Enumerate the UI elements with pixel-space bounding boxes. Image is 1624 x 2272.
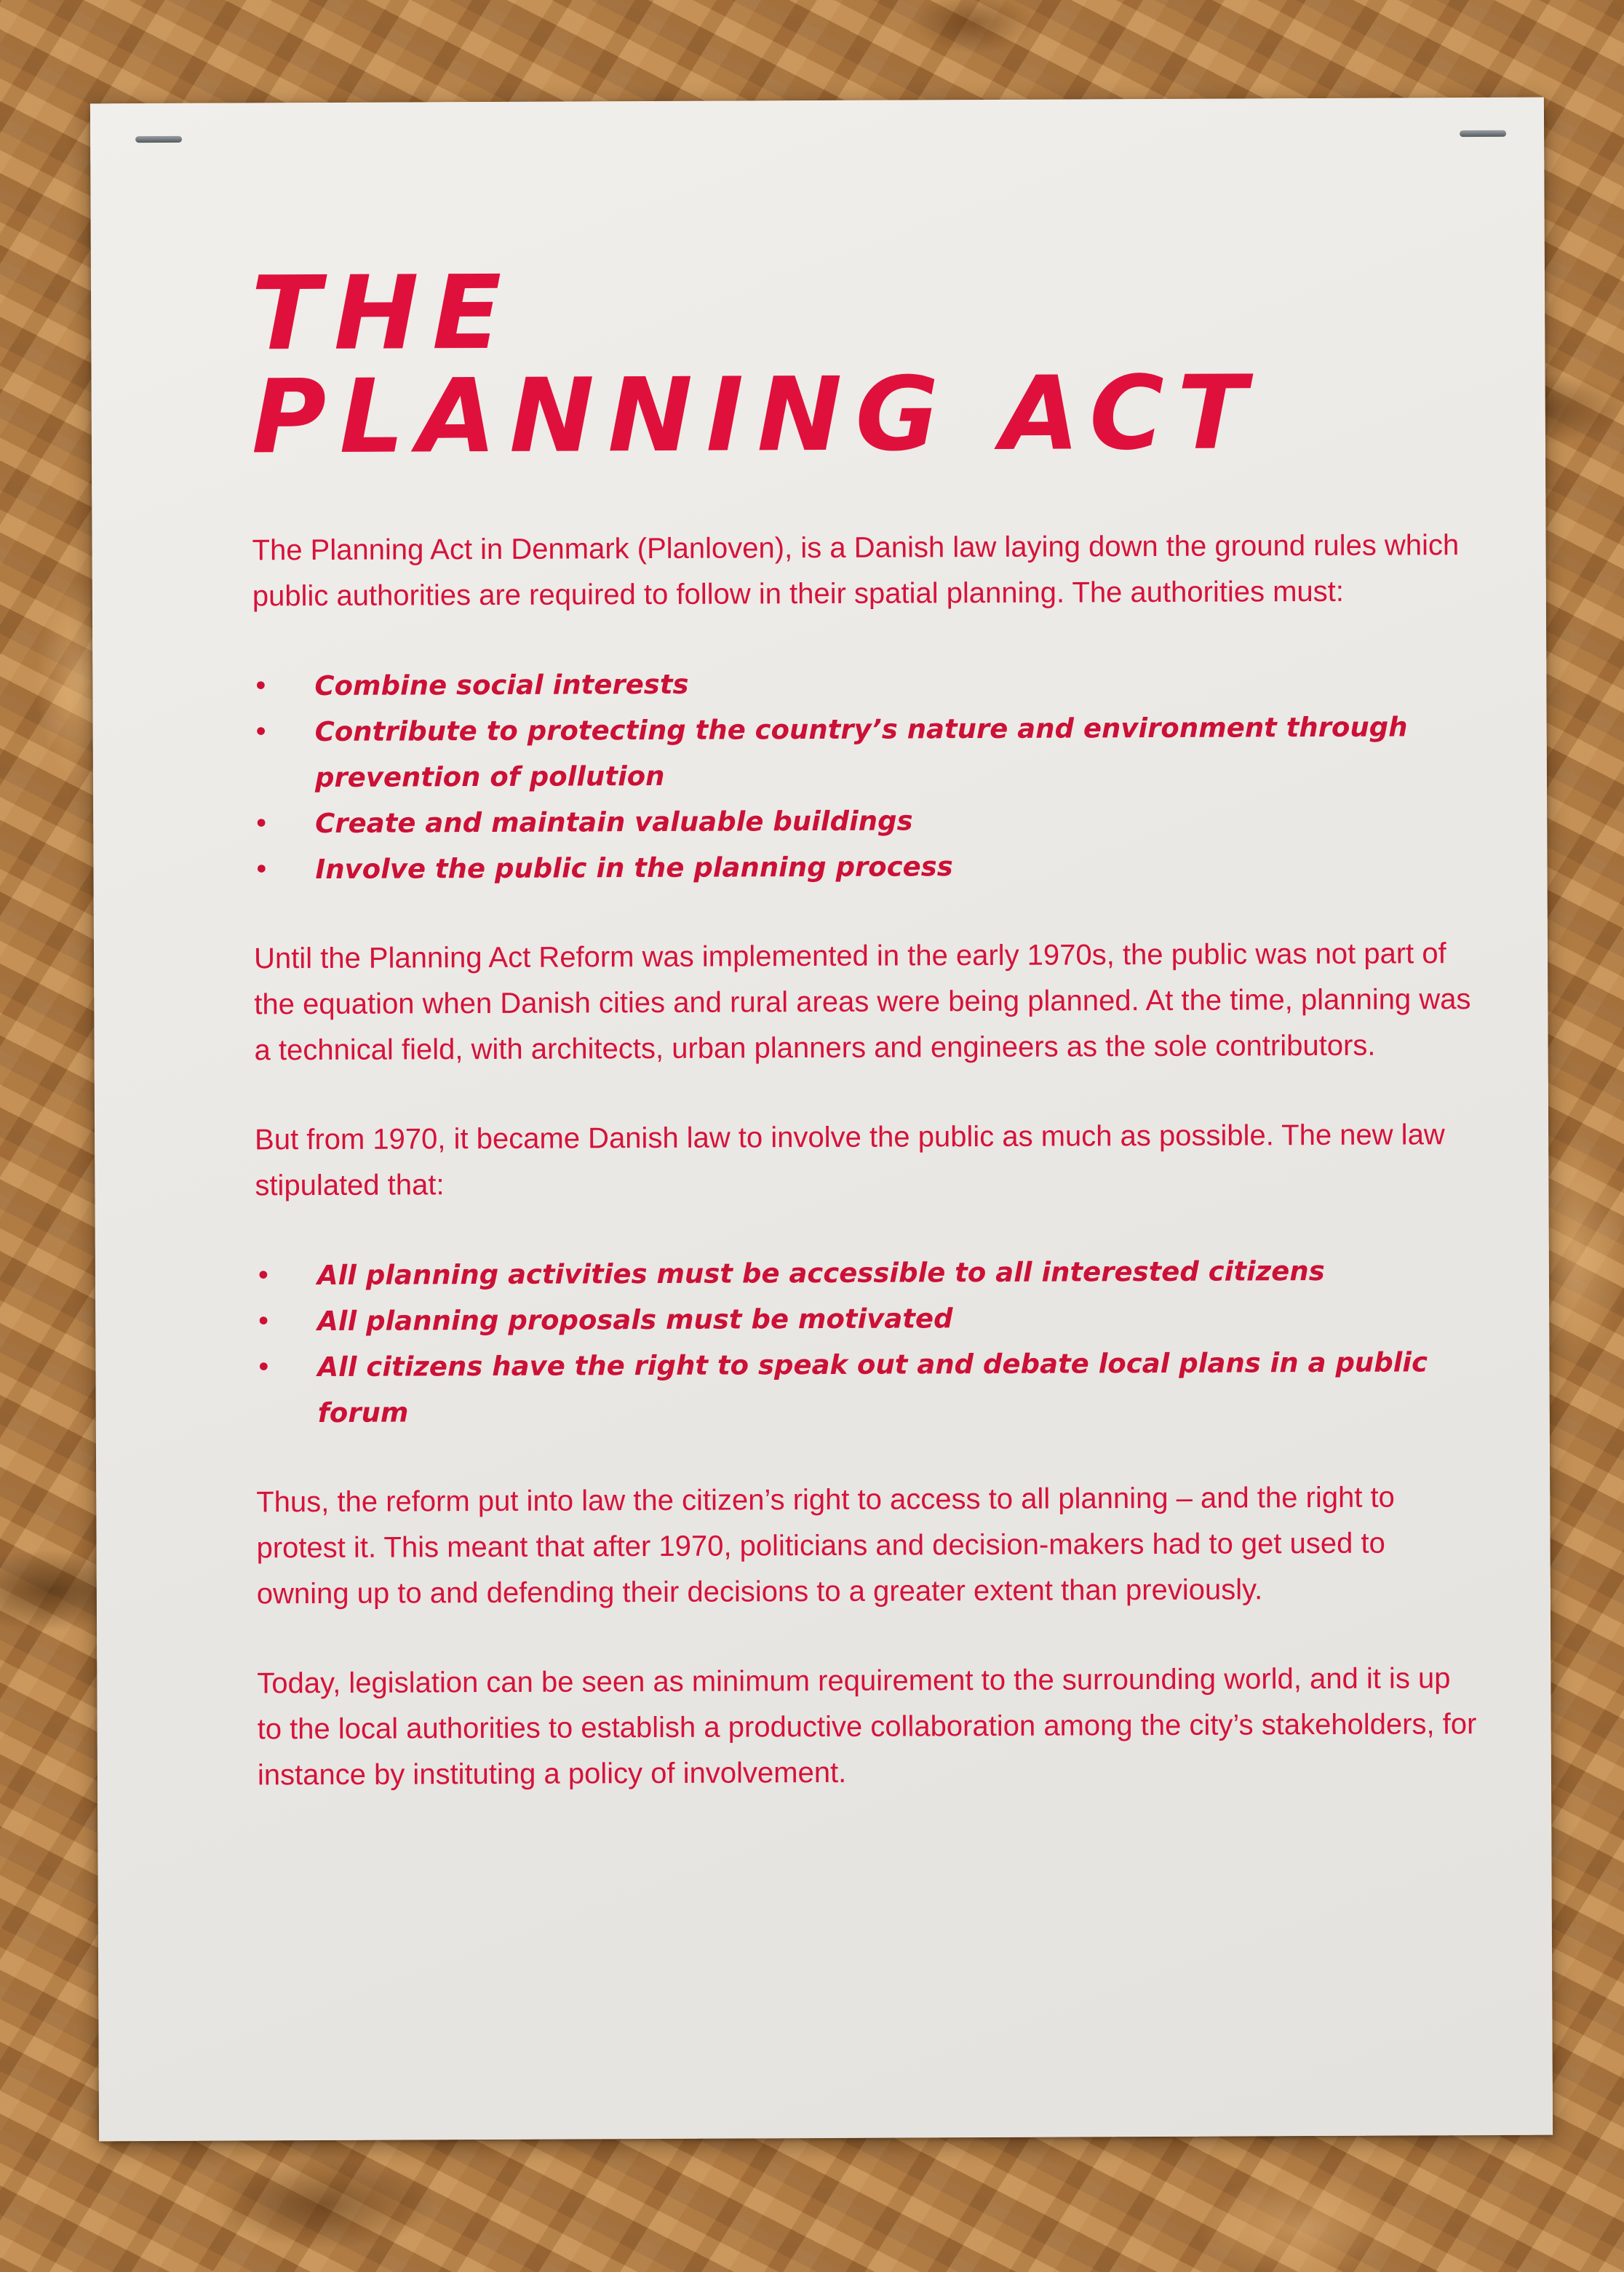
list-item-text: Combine social interests [314, 668, 689, 702]
list-item-text: All planning activities must be accessible to all interested citizens [317, 1255, 1325, 1292]
law-stipulations-list [255, 1247, 1478, 1436]
list-item [253, 795, 1476, 846]
today-paragraph: Today, legislation can be seen as minimum requirement to the surrounding world, and it is up to the local authorities to establish a productive collaboration among the city’s stakeholders, for instance by instituting a policy of involvement. [257, 1662, 1477, 1792]
bullet-icon: • [253, 808, 270, 840]
list-item [255, 1293, 1478, 1344]
list-item [253, 841, 1476, 892]
history-paragraph: Until the Planning Act Reform was implemented in the early 1970s, the public was not part of the equation when Danish cities and rural areas were being planned. At the time, planning was a technical field, with architects, urban planners and engineers as the sole contributors. [253, 937, 1471, 1067]
list-item-text: All planning proposals must be motivated [317, 1303, 953, 1338]
list-item-text: Create and maintain valuable buildings [315, 805, 913, 840]
consequence-paragraph: Thus, the reform put into law the citizen’s right to access to all planning – and the right to protest it. This meant that after 1970, politicians and decision-makers had to get used to owning up to and defending their decisions to a greater extent than previously. [256, 1481, 1395, 1610]
list-item [255, 1339, 1478, 1436]
bullet-icon: • [255, 1260, 271, 1292]
bullet-icon: • [252, 670, 269, 702]
authority-duties-list [252, 658, 1476, 892]
poster-content [250, 253, 1480, 1798]
list-item-text: Contribute to protecting the country’s nature and environment through prevention of pollution [314, 711, 1408, 794]
bullet-icon: • [255, 1306, 272, 1338]
list-item [253, 704, 1476, 801]
list-item [255, 1247, 1478, 1298]
list-item-text: All citizens have the right to speak out and debate local plans in a public forum [317, 1346, 1428, 1429]
planning-act-poster [90, 98, 1553, 2142]
intro-paragraph: The Planning Act in Denmark (Planloven), is a Danish law laying down the ground rules which public authorities are required to follow in their spatial planning. The authorities must: [252, 529, 1460, 613]
title-line-1: THE [250, 253, 515, 374]
bullet-icon: • [255, 1351, 272, 1383]
poster-title [250, 253, 1474, 477]
title-line-2: PLANNING ACT [251, 354, 1260, 477]
bullet-icon: • [253, 854, 270, 886]
reform-paragraph: But from 1970, it became Danish law to involve the public as much as possible. The new law stipulated that: [255, 1119, 1445, 1202]
list-item-text: Involve the public in the planning process [315, 851, 953, 886]
staple-left [135, 136, 182, 143]
list-item [252, 658, 1475, 709]
staple-right [1460, 130, 1506, 137]
bullet-icon: • [252, 716, 269, 748]
